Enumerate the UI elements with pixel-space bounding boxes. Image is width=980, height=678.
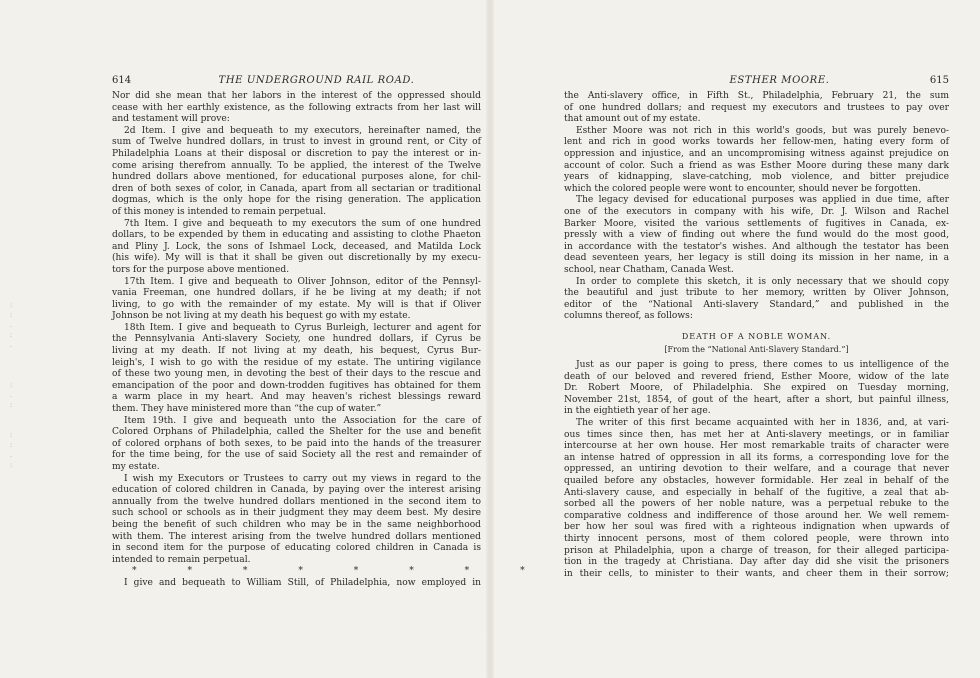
text-line: intercourse at her own house. Her most remarkable traits of character were xyxy=(564,441,949,452)
right-page xyxy=(564,0,949,678)
text-line: of these two young men, in devoting the best of their days to the rescue and xyxy=(112,369,481,380)
text-line: thirty innocent persons, most of them colored people, were thrown into xyxy=(564,533,949,544)
text-line: hundred dollars above mentioned, for educational purposes alone, for chil- xyxy=(112,172,481,183)
text-line: account of color. Such a friend as was Esther Moore during these many dark xyxy=(564,160,949,171)
right-running-head xyxy=(564,74,949,88)
text-line: dren of both sexes of color, in Canada, apart from all sectarian or traditional xyxy=(112,183,481,194)
text-line: for the time being, for the use of said Society all the rest and remainder of xyxy=(112,450,481,461)
text-line: quailed before any obstacles, however formidable. Her zeal in behalf of the xyxy=(564,476,949,486)
left-running-title: THE UNDERGROUND RAIL ROAD. xyxy=(218,75,415,86)
text-line: in accordance with the testator's wishes. And although the testator has been xyxy=(564,241,949,252)
text-line: 18th Item. I give and bequeath to Cyrus Burleigh, lecturer and agent for xyxy=(124,322,481,333)
text-line: intended to remain perpetual. xyxy=(112,554,251,565)
text-line: vania Freeman, one hundred dollars, if he be living at my death; if not xyxy=(112,288,481,299)
text-line: dollars, to be expended by them in educating and assisting to clothe Phaeton xyxy=(112,230,481,241)
text-line: 2d Item. I give and bequeath to my executors, hereinafter named, the xyxy=(124,125,481,136)
right-running-title: ESTHER MOORE. xyxy=(729,75,830,86)
text-line: cease with her earthly existence, as the following extracts from her last will xyxy=(112,102,481,113)
text-line: which the colored people were wont to encounter, should never be forgotten. xyxy=(564,183,921,194)
text-line: I wish my Executors or Trustees to carry out my views in regard to the xyxy=(124,473,481,484)
margin-bleed-marks: : : . : . : . : : : . : xyxy=(9,301,13,469)
text-line: with them. The interest arising from the twelve hundred dollars mentioned xyxy=(112,531,481,542)
text-line: the Pennsylvania Anti-slavery Society, one hundred dollars, if Cyrus be xyxy=(112,334,481,345)
text-line: Nor did she mean that her labors in the interest of the oppressed should xyxy=(112,91,481,101)
text-line: school, near Chatham, Canada West. xyxy=(564,264,734,275)
left-running-head xyxy=(112,74,481,88)
text-line: leigh's, I wish to go with the residue of my estate. The untiring vigilance xyxy=(112,357,481,368)
text-line: sorbed all the powers of her noble nature, was a perpetual rebuke to the xyxy=(564,499,949,510)
text-line: oppression and injustice, and an uncompromising witness against prejudice on xyxy=(564,148,949,159)
text-line: Item 19th. I give and bequeath unto the Association for the care of xyxy=(124,415,481,426)
text-line: living, to go with the remainder of my estate. My will is that if Oliver xyxy=(112,299,481,310)
ellipsis-stars: * * * * * * * * xyxy=(132,566,549,577)
left-page-number: 614 xyxy=(112,75,132,86)
text-line: being the benefit of such children who may be in the same neighborhood xyxy=(112,519,481,530)
text-line: one of the executors in company with his wife, Dr. J. Wilson and Rachel xyxy=(564,206,949,217)
text-line: ber how her soul was fired with a righteous indignation when upwards of xyxy=(564,522,949,533)
text-line: death of our beloved and revered friend, Esther Moore, widow of the late xyxy=(564,371,949,382)
text-line: ous times since then, has met her at Anti-slavery meetings, or in familiar xyxy=(564,429,949,440)
text-line: tion in the tragedy at Christiana. Day after day did she visit the prisoners xyxy=(564,557,949,568)
text-line: an intense hatred of oppression in all its forms, a corresponding love for the xyxy=(564,452,949,463)
article-source-note: [From the “National Anti-Slavery Standard.”] xyxy=(664,345,849,355)
text-line: I give and bequeath to William Still, of Philadelphia, now employed in xyxy=(124,577,481,588)
left-page-body xyxy=(112,91,549,590)
text-line: in the eightieth year of her age. xyxy=(564,406,711,417)
text-line: columns thereof, as follows: xyxy=(564,311,693,322)
text-line: dogmas, which is the only hope for the rising generation. The application xyxy=(112,195,481,206)
text-line: sum of Twelve hundred dollars, in trust to invest in ground rent, or City of xyxy=(112,137,481,148)
text-line: editor of the “National Anti-slavery Standard,” and published in the xyxy=(564,299,949,310)
text-line: come arising therefrom annually. To be applied, the interest of the Twelve xyxy=(112,160,481,171)
text-line: lent and rich in good works towards her fellow-men, hating every form of xyxy=(564,137,949,148)
text-line: (his wife). My will is that it shall be given out discretionally by my execu- xyxy=(112,253,481,264)
text-line: in their cells, to minister to their wants, and cheer them in their sorrow; xyxy=(564,568,949,579)
text-line: such school or schools as in their judgment they may deem best. My desire xyxy=(112,508,481,519)
text-line: Philadelphia Loans at their disposal or discretion to pay the interest or in- xyxy=(112,148,481,159)
left-page xyxy=(112,0,549,678)
text-line: my estate. xyxy=(112,462,160,472)
text-line: Johnson be not living at my death his bequest go with my estate. xyxy=(112,311,411,322)
text-line: oppressed, an untiring devotion to their welfare, and a courage that never xyxy=(564,464,949,475)
text-line: the Anti-slavery office, in Fifth St., Philadelphia, February 21, the sum xyxy=(564,91,949,101)
text-line: Dr. Robert Moore, of Philadelphia. She expired on Tuesday morning, xyxy=(564,383,949,394)
text-line: emancipation of the poor and down-trodden fugitives has obtained for them xyxy=(112,380,481,391)
text-line: The legacy devised for educational purposes was applied in due time, after xyxy=(576,195,949,206)
text-line: November 21st, 1854, of gout of the heart, after a short, but painful illness, xyxy=(564,394,949,405)
text-line: and Pliny J. Lock, the sons of Ishmael Lock, deceased, and Matilda Lock xyxy=(112,241,481,252)
text-line: and testament will prove: xyxy=(112,114,230,125)
text-line: of one hundred dollars; and request my executors and trustees to pay over xyxy=(564,102,949,113)
text-line: Barker Moore, visited the various settlements of fugitives in Canada, ex- xyxy=(564,218,949,229)
right-page-number: 615 xyxy=(929,75,949,86)
text-line: years of kidnapping, slave-catching, mob violence, and bitter prejudice xyxy=(564,172,949,183)
text-line: in second item for the purpose of educating colored children in Canada is xyxy=(112,543,481,554)
text-line: Colored Orphans of Philadelphia, called the Shelter for the use and benefit xyxy=(112,427,481,438)
text-line: comparative coldness and indifference of those around her. We well remem- xyxy=(564,510,949,521)
text-line: prison at Philadelphia, upon a charge of treason, for their alleged participa- xyxy=(564,545,949,556)
text-line: Just as our paper is going to press, there comes to us intelligence of the xyxy=(576,360,949,371)
text-line: 17th Item. I give and bequeath to Oliver Johnson, editor of the Pennsyl- xyxy=(124,276,481,287)
text-line: dead seventeen years, her legacy is still doing its mission in her name, in a xyxy=(564,253,949,264)
text-line: tors for the purpose above mentioned. xyxy=(112,264,290,275)
right-page-body xyxy=(564,91,949,580)
text-line: In order to complete this sketch, it is only necessary that we should copy xyxy=(576,276,949,287)
text-line: Anti-slavery cause, and especially in behalf of the fugitive, a zeal that ab- xyxy=(564,487,949,498)
text-line: of colored orphans of both sexes, to be paid into the hands of the treasurer xyxy=(112,438,481,449)
text-line: living at my death. If not living at my death, his bequest, Cyrus Bur- xyxy=(112,346,481,357)
text-line: a warm place in my heart. And may heaven's richest blessings reward xyxy=(112,392,481,403)
text-line: annually from the twelve hundred dollars mentioned in the second item to xyxy=(112,496,481,507)
text-line: of this money is intended to remain perpetual. xyxy=(112,206,327,217)
text-line: Esther Moore was not rich in this world's goods, but was purely benevo- xyxy=(576,125,949,136)
text-line: education of colored children in Canada, by paying over the interest arising xyxy=(112,485,481,496)
text-line: them. They have ministered more than “the cup of water.” xyxy=(112,404,382,415)
text-line: the beautiful and just tribute to her memory, written by Oliver Johnson, xyxy=(564,288,949,299)
text-line: pressly with a view of finding out where the fund would do the most good, xyxy=(564,230,949,241)
article-heading: DEATH OF A NOBLE WOMAN. xyxy=(681,331,832,341)
text-line: The writer of this first became acquainted with her in 1836, and, at vari- xyxy=(576,418,949,429)
text-line: 7th Item. I give and bequeath to my executors the sum of one hundred xyxy=(124,218,481,229)
text-line: that amount out of my estate. xyxy=(564,114,701,125)
